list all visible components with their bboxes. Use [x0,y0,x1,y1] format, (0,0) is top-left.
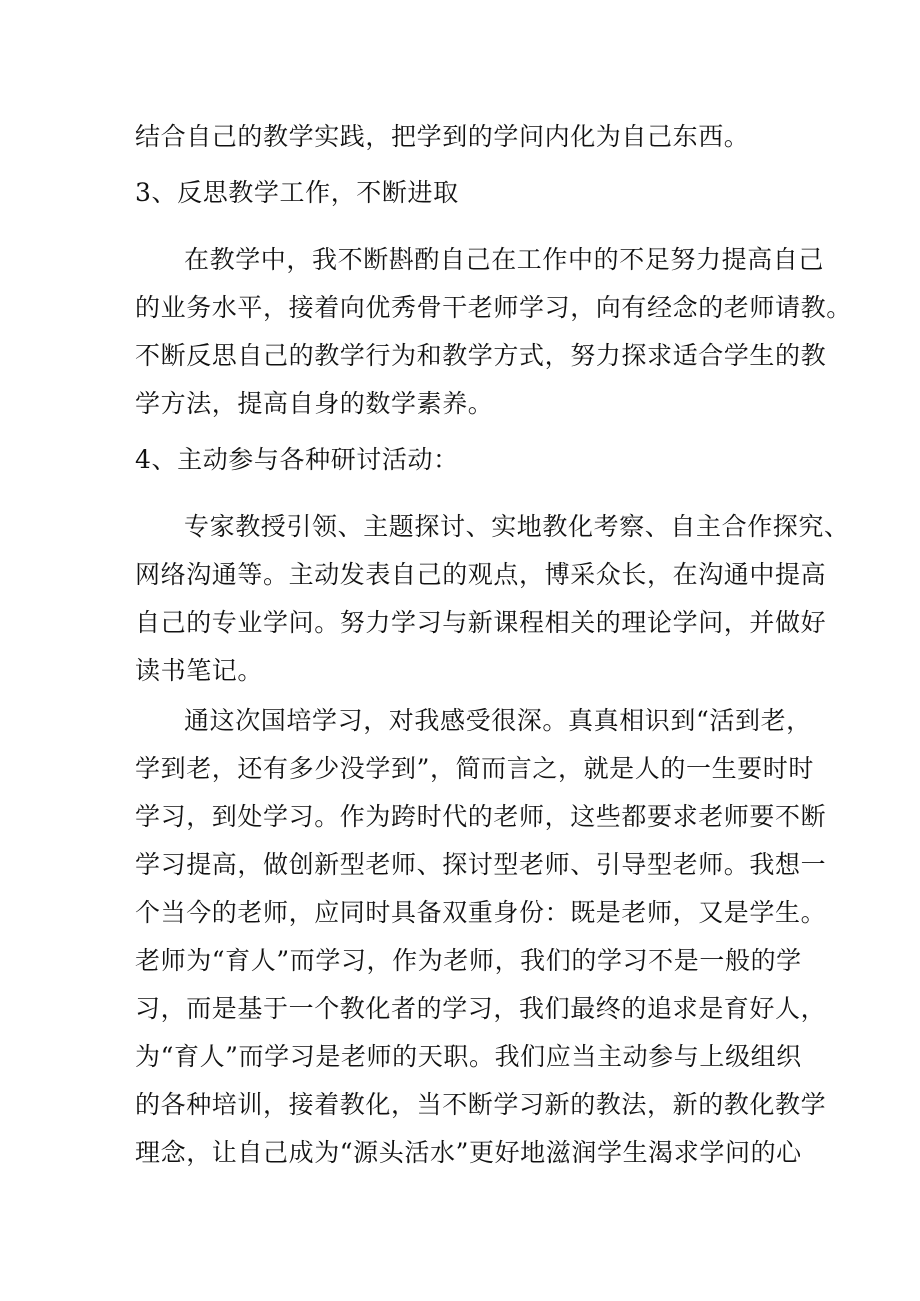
text-line: 不断反思自己的教学行为和教学方式，努力探求适合学生的教 [135,341,827,370]
text-line: 学习提高，做创新型老师、探讨型老师、引导型老师。我想一 [135,850,827,879]
section-heading-3: 3、反思教学工作，不断进取 [135,178,459,207]
text-line: 的各种培训，接着教化，当不断学习新的教法，新的教化教学 [135,1090,827,1119]
text-line: 自己的专业学问。努力学习与新课程相关的理论学问，并做好 [135,608,827,637]
text-line: 学到老，还有多少没学到”，简而言之，就是人的一生要时时 [135,754,814,783]
section-heading-4: 4、主动参与各种研讨活动： [135,445,459,474]
text-line: 学方法，提高自身的数学素养。 [135,389,494,418]
text-line: 习，而是基于一个教化者的学习，我们最终的追求是育好人， [135,994,827,1023]
paragraph-start: 通这次国培学习，对我感受很深。真真相识到“活到老， [184,706,812,735]
text-line: 的业务水平，接着向优秀骨干老师学习，向有经念的老师请教。 [135,293,852,322]
text-line: 学习，到处学习。作为跨时代的老师，这些都要求老师要不断 [135,802,827,831]
text-line: 结合自己的教学实践，把学到的学问内化为自己东西。 [135,122,750,151]
paragraph-start: 专家教授引领、主题探讨、实地教化考察、自主合作探究、 [184,512,850,541]
text-line: 读书笔记。 [135,656,264,685]
text-line: 为“育人”而学习是老师的天职。我们应当主动参与上级组织 [135,1042,802,1071]
text-line: 老师为“育人”而学习，作为老师，我们的学习不是一般的学 [135,946,802,975]
text-line: 理念，让自己成为“源头活水”更好地滋润学生渴求学问的心 [135,1138,802,1167]
paragraph-start: 在教学中，我不断斟酌自己在工作中的不足努力提高自己 [184,245,825,274]
text-line: 个当今的老师，应同时具备双重身份：既是老师，又是学生。 [135,898,827,927]
text-line: 网络沟通等。主动发表自己的观点，博采众长，在沟通中提高 [135,560,827,589]
